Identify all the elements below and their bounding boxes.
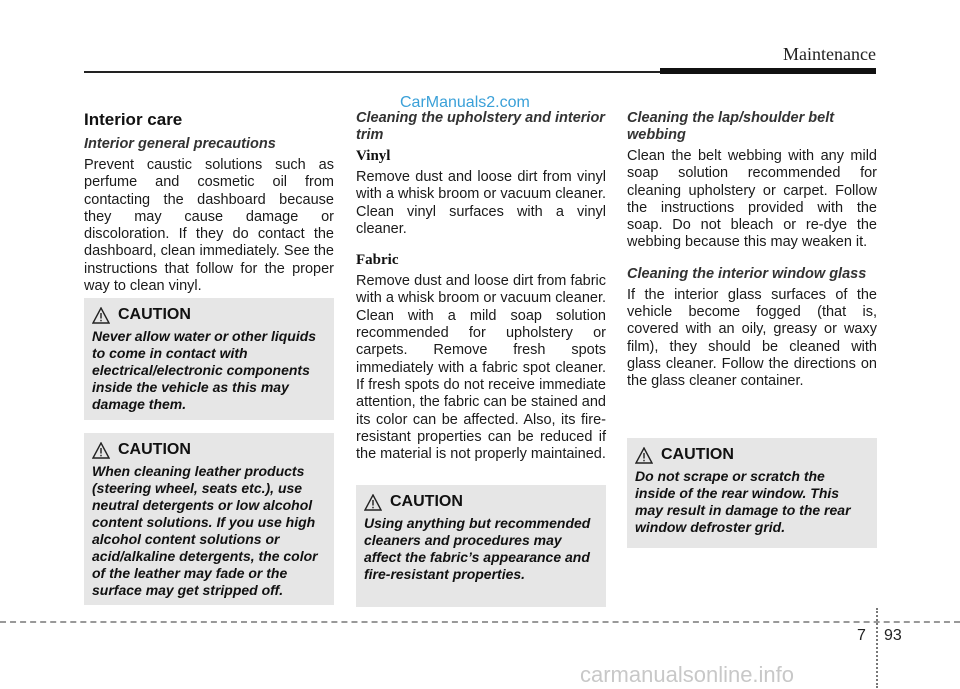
- warning-triangle-icon: [92, 307, 110, 324]
- heading-vinyl: Vinyl: [356, 148, 391, 164]
- caution-box-rear-window: [627, 438, 877, 548]
- header-rule: [84, 71, 664, 73]
- caution-text: When cleaning leather products (steering wheel, seats etc.), use neutral detergents or low alcohol content solutions. If you use high alcohol content solutions or acid/alkaline detergents, the color of the leather may fade or the surface may get stripped off.: [92, 463, 318, 598]
- paragraph-general-precautions: Prevent caustic solutions such as perfume and cosmetic oil from contacting the dashboard because they may cause damage or discoloration. If they do contact the dashboard, clean immediately. See the instructions that follow for the proper way to clean vinyl.: [84, 157, 334, 295]
- heading-interior-care: Interior care: [84, 110, 183, 129]
- caution-box-liquids: [84, 298, 334, 420]
- header-rule-accent: [660, 68, 876, 74]
- paragraph-fabric: Remove dust and loose dirt from fabric with a whisk broom or vacuum cleaner. Clean with a mild soap solution recommended for upholstery or carpets. Remove fresh spots immediately with a fabric spot cleaner. If fresh spots do not receive immediate attention, the fabric can be stained and its color can be affected. Also, its fire-resistant properties can be reduced if the material is not properly maintained.: [356, 273, 606, 463]
- footer-rule: [0, 621, 960, 623]
- heading-fabric: Fabric: [356, 252, 399, 269]
- warning-triangle-icon: [635, 447, 653, 464]
- section-title: Maintenance: [783, 44, 876, 64]
- subheading-general-precautions: Interior general precautions: [84, 136, 276, 152]
- caution-title: CAUTION: [118, 441, 191, 458]
- page-number: 93: [884, 627, 902, 644]
- caution-text: Do not scrape or scratch the inside of the rear window. This may result in damage to the rear window defroster grid.: [635, 468, 851, 535]
- watermark-top: CarManuals2.com: [400, 94, 530, 111]
- column-belt-glass: [627, 110, 877, 391]
- warning-triangle-icon: [364, 494, 382, 511]
- subheading-belt-webbing: Cleaning the lap/shoulder belt webbing: [627, 110, 835, 143]
- caution-box-fabric: [356, 485, 606, 607]
- column-interior-care: [84, 110, 334, 295]
- caution-text: Never allow water or other liquids to come in contact with electrical/electronic components inside the vehicle as this may damage them.: [92, 328, 317, 412]
- page-number-divider: [876, 608, 878, 688]
- chapter-number: 7: [857, 627, 866, 644]
- warning-triangle-icon: [92, 442, 110, 459]
- caution-box-leather: [84, 433, 334, 605]
- paragraph-window-glass: If the interior glass surfaces of the vehicle become fogged (that is, covered with an oily, greasy or waxy film), they should be cleaned with glass cleaner. Follow the directions on the glass cleaner container.: [627, 286, 877, 390]
- caution-title: CAUTION: [118, 306, 191, 323]
- subheading-upholstery: Cleaning the upholstery and interior trim: [356, 110, 605, 143]
- caution-title: CAUTION: [661, 446, 734, 463]
- paragraph-vinyl: Remove dust and loose dirt from vinyl with a whisk broom or vacuum cleaner. Clean vinyl surfaces with a vinyl cleaner.: [356, 169, 606, 237]
- watermark-bottom: carmanualsonline.info: [580, 662, 795, 687]
- caution-title: CAUTION: [390, 493, 463, 510]
- paragraph-belt-webbing: Clean the belt webbing with any mild soap solution recommended for cleaning upholstery or carpet. Follow the instructions provided with the soap. Do not bleach or re-dye the webbing because this may weaken it.: [627, 148, 877, 251]
- caution-text: Using anything but recommended cleaners and procedures may affect the fabric’s appearance and fire-resistant properties.: [364, 515, 591, 582]
- subheading-window-glass: Cleaning the interior window glass: [627, 265, 867, 282]
- column-upholstery: [356, 110, 606, 463]
